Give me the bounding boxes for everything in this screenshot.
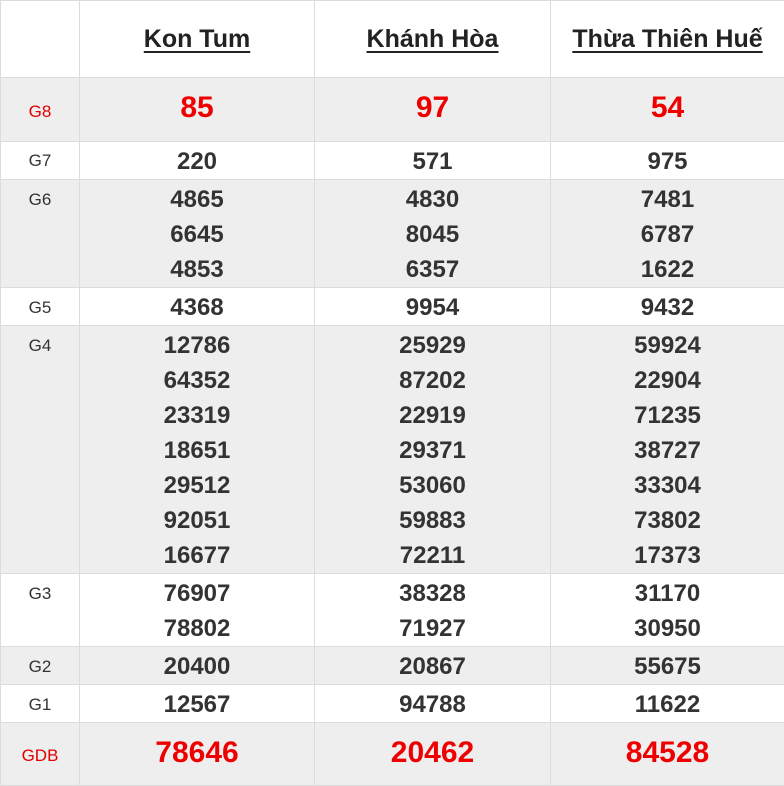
- prize-number: 59883: [315, 503, 550, 538]
- prize-row-g5: [1, 288, 784, 326]
- prize-values-col1: [80, 647, 315, 685]
- prize-values-col1: [80, 288, 315, 326]
- prize-values-col2: [315, 685, 551, 723]
- prize-values-col2: [315, 142, 551, 180]
- province-header-thua-thien-hue[interactable]: [551, 1, 784, 78]
- prize-label: G6: [1, 180, 80, 288]
- prize-number: 53060: [315, 468, 550, 503]
- prize-label: G1: [1, 685, 80, 723]
- prize-values-col3: [551, 685, 784, 723]
- prize-number: 84528: [551, 724, 784, 782]
- prize-values-col2: [315, 326, 551, 574]
- prize-values-col2: [315, 723, 551, 786]
- prize-number: 78802: [80, 611, 314, 646]
- prize-number: 64352: [80, 363, 314, 398]
- prize-values-col2: [315, 288, 551, 326]
- prize-label: G8: [1, 78, 80, 142]
- header-row: [1, 1, 784, 78]
- prize-number: 73802: [551, 503, 784, 538]
- prize-number: 17373: [551, 538, 784, 573]
- prize-number: 220: [80, 144, 314, 179]
- prize-number: 8045: [315, 217, 550, 252]
- prize-values-col3: [551, 142, 784, 180]
- prize-number: 33304: [551, 468, 784, 503]
- prize-number: 71235: [551, 398, 784, 433]
- prize-row-g1: [1, 685, 784, 723]
- prize-number: 571: [315, 144, 550, 179]
- prize-number: 25929: [315, 328, 550, 363]
- prize-number: 59924: [551, 328, 784, 363]
- prize-values-col2: [315, 574, 551, 647]
- prize-number: 20462: [315, 724, 550, 782]
- prize-row-g8: [1, 78, 784, 142]
- prize-values-col3: [551, 288, 784, 326]
- prize-number: 18651: [80, 433, 314, 468]
- province-header-kon-tum[interactable]: [80, 1, 315, 78]
- prize-number: 6787: [551, 217, 784, 252]
- prize-number: 76907: [80, 576, 314, 611]
- prize-row-g3: [1, 574, 784, 647]
- prize-number: 7481: [551, 182, 784, 217]
- prize-number: 30950: [551, 611, 784, 646]
- prize-values-col2: [315, 180, 551, 288]
- province-header-khanh-hoa[interactable]: [315, 1, 551, 78]
- prize-row-g7: [1, 142, 784, 180]
- prize-number: 78646: [80, 724, 314, 782]
- prize-number: 4830: [315, 182, 550, 217]
- prize-values-col3: [551, 647, 784, 685]
- prize-values-col1: [80, 723, 315, 786]
- prize-number: 975: [551, 144, 784, 179]
- prize-number: 6357: [315, 252, 550, 287]
- prize-number: 4368: [80, 290, 314, 325]
- prize-values-col2: [315, 647, 551, 685]
- prize-values-col1: [80, 326, 315, 574]
- prize-values-col3: [551, 574, 784, 647]
- prize-values-col3: [551, 326, 784, 574]
- prize-number: 87202: [315, 363, 550, 398]
- prize-values-col3: [551, 78, 784, 142]
- prize-values-col3: [551, 723, 784, 786]
- prize-label: G5: [1, 288, 80, 326]
- prize-values-col1: [80, 574, 315, 647]
- prize-values-col1: [80, 142, 315, 180]
- prize-number: 85: [80, 79, 314, 137]
- prize-number: 12567: [80, 687, 314, 722]
- prize-number: 4853: [80, 252, 314, 287]
- province-link[interactable]: Khánh Hòa: [367, 25, 499, 53]
- province-link[interactable]: Kon Tum: [144, 25, 250, 53]
- prize-number: 31170: [551, 576, 784, 611]
- prize-values-col1: [80, 180, 315, 288]
- prize-row-g6: [1, 180, 784, 288]
- prize-label: G4: [1, 326, 80, 574]
- prize-number: 29512: [80, 468, 314, 503]
- prize-values-col1: [80, 685, 315, 723]
- prize-number: 23319: [80, 398, 314, 433]
- prize-values-col1: [80, 78, 315, 142]
- prize-values-col3: [551, 180, 784, 288]
- prize-label: GDB: [1, 723, 80, 786]
- prize-values-col2: [315, 78, 551, 142]
- prize-label: G7: [1, 142, 80, 180]
- prize-row-g4: [1, 326, 784, 574]
- prize-number: 4865: [80, 182, 314, 217]
- prize-number: 9432: [551, 290, 784, 325]
- prize-row-g2: [1, 647, 784, 685]
- prize-number: 54: [551, 79, 784, 137]
- prize-number: 38328: [315, 576, 550, 611]
- prize-number: 6645: [80, 217, 314, 252]
- prize-number: 20867: [315, 649, 550, 684]
- prize-number: 20400: [80, 649, 314, 684]
- prize-number: 72211: [315, 538, 550, 573]
- prize-number: 1622: [551, 252, 784, 287]
- prize-number: 16677: [80, 538, 314, 573]
- prize-number: 55675: [551, 649, 784, 684]
- prize-number: 9954: [315, 290, 550, 325]
- prize-row-gdb: [1, 723, 784, 786]
- prize-number: 11622: [551, 687, 784, 722]
- prize-label: G3: [1, 574, 80, 647]
- province-link[interactable]: Thừa Thiên Huế: [572, 25, 762, 53]
- prize-number: 71927: [315, 611, 550, 646]
- prize-label: G2: [1, 647, 80, 685]
- prize-number: 29371: [315, 433, 550, 468]
- prize-number: 22919: [315, 398, 550, 433]
- corner-cell: [1, 1, 80, 78]
- prize-number: 97: [315, 79, 550, 137]
- prize-number: 22904: [551, 363, 784, 398]
- prize-number: 38727: [551, 433, 784, 468]
- prize-number: 92051: [80, 503, 314, 538]
- prize-number: 12786: [80, 328, 314, 363]
- prize-number: 94788: [315, 687, 550, 722]
